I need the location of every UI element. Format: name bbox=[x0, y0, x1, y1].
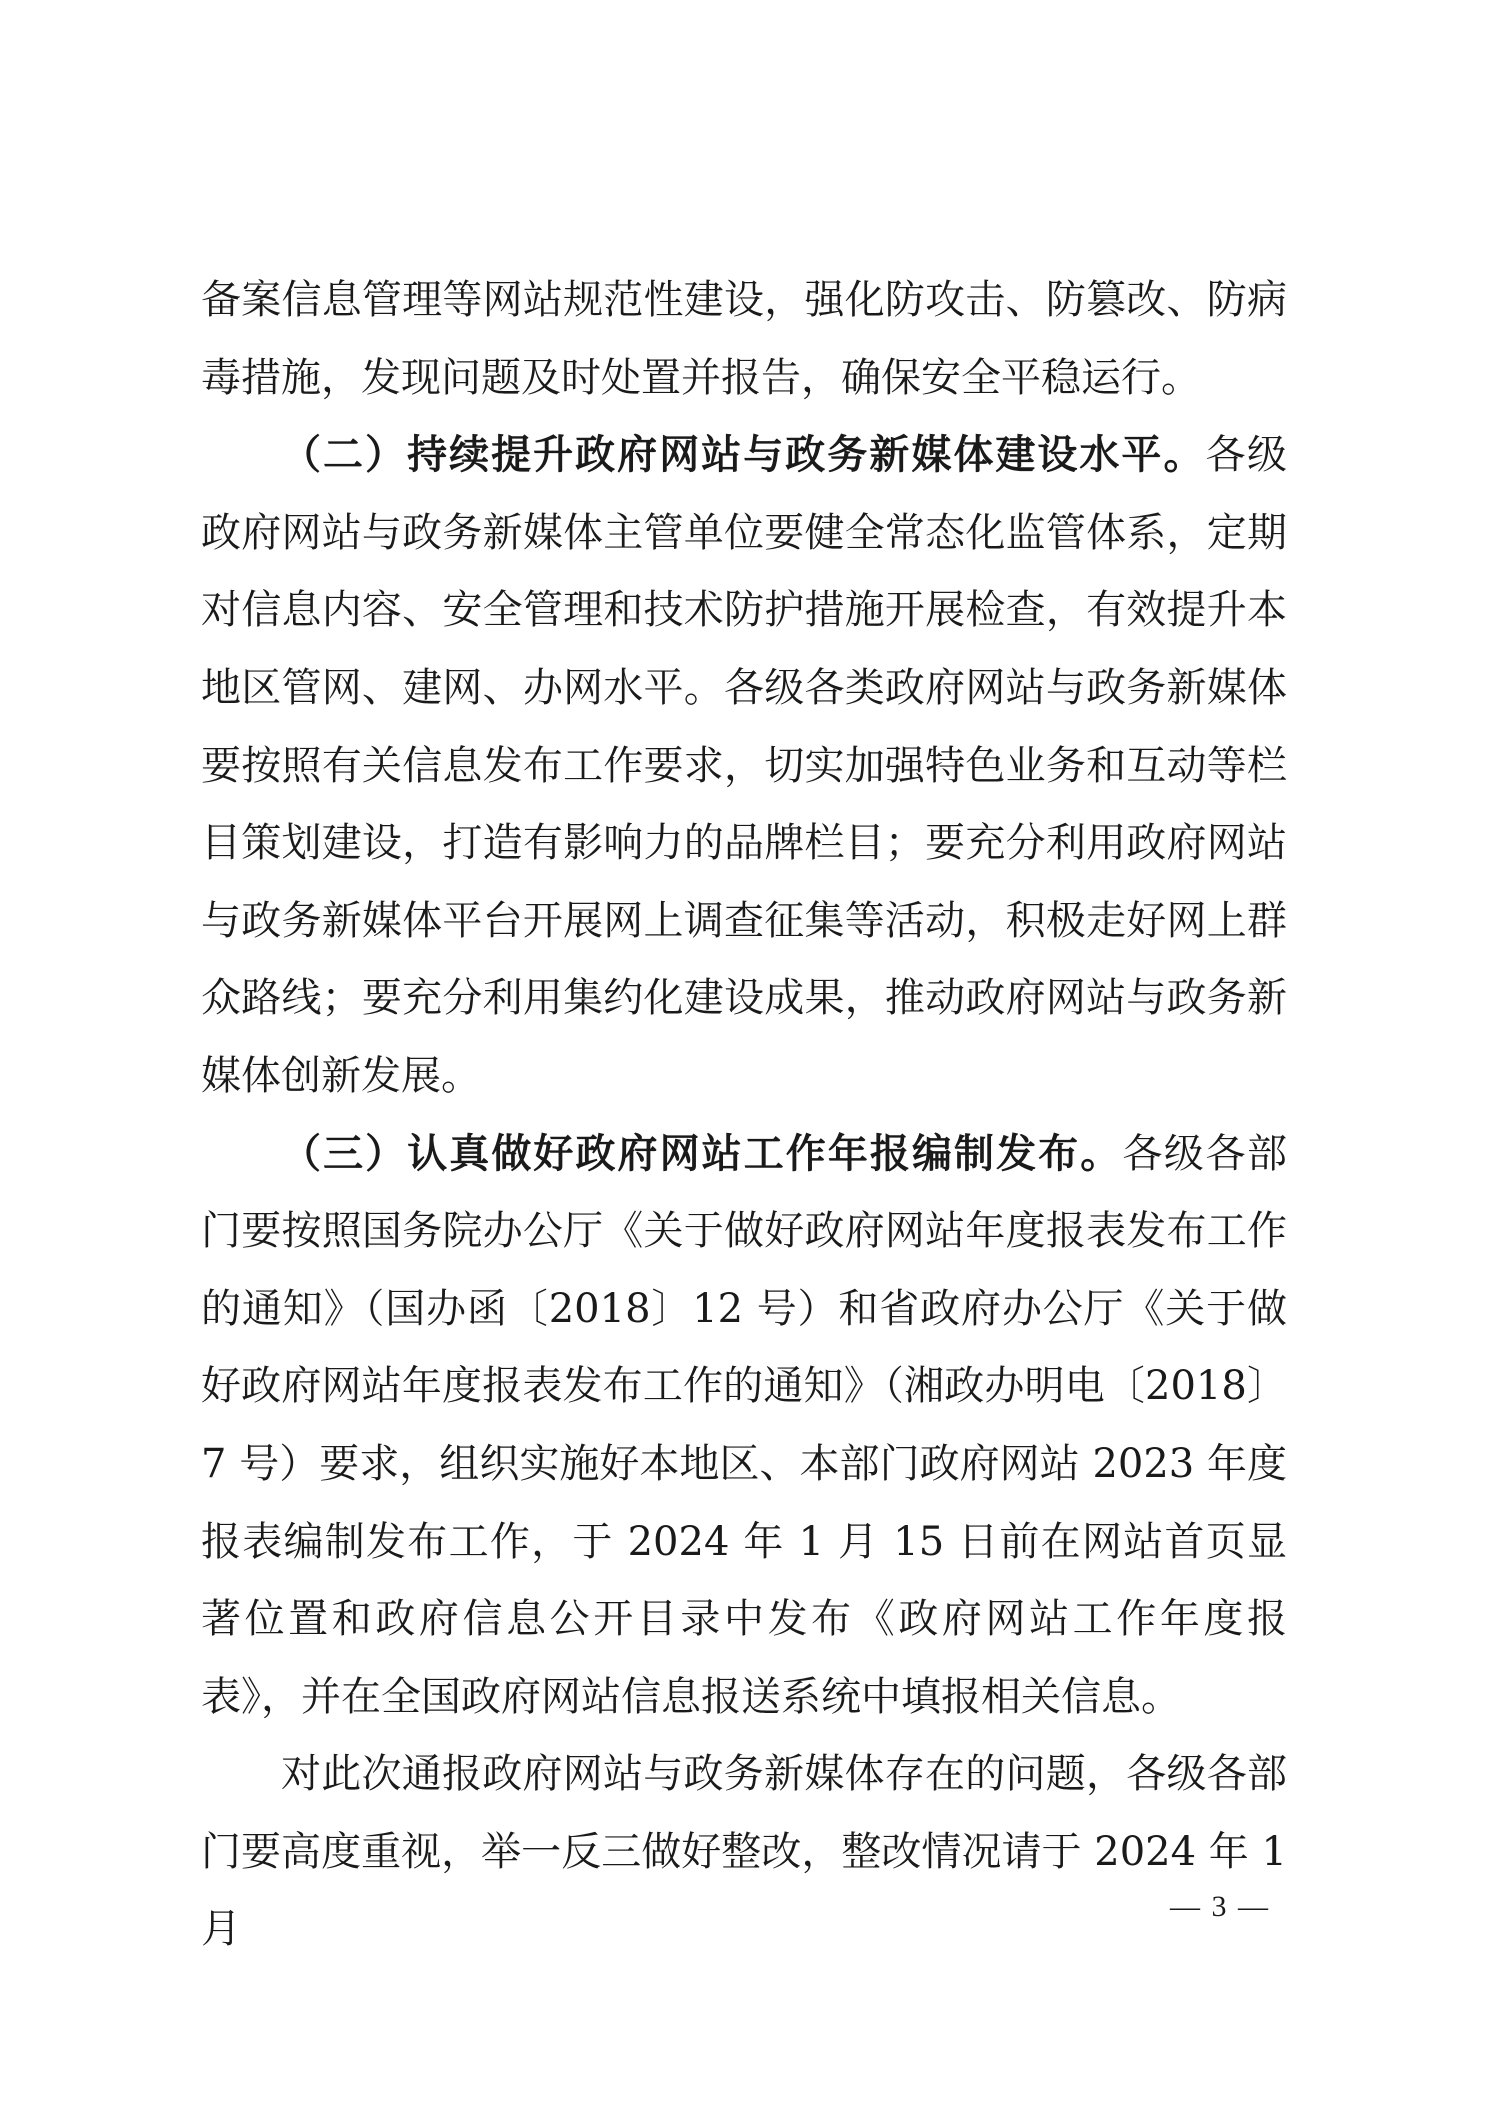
paragraph-text: 对此次通报政府网站与政务新媒体存在的问题，各级各部门要高度重视，举一反三做好整改，整改情况请于 2024 年 1 月 bbox=[201, 1751, 1287, 1953]
section-heading-3: （三）认真做好政府网站工作年报编制发布。 bbox=[281, 1130, 1123, 1177]
paragraph-closing bbox=[201, 1736, 1287, 1969]
paragraph-section-3 bbox=[201, 1116, 1287, 1737]
page-number: — 3 — bbox=[1170, 1890, 1270, 1923]
paragraph-text: 各级各部门要按照国务院办公厅《关于做好政府网站年度报表发布工作的通知》（国办函〔2018〕12 号）和省政府办公厅《关于做好政府网站年度报表发布工作的通知》（湘政办明电〔2018〕7 号）要求，组织实施好本地区、本部门政府网站 2023 年度报表编制发布工作，于 2024 年 1 月 15 日前在网站首页显著位置和政府信息公开目录中发布《政府网站工作年度报表》，并在全国政府网站信息报送系统中填报相关信息。 bbox=[201, 1130, 1288, 1720]
paragraph-section-2 bbox=[201, 417, 1287, 1115]
paragraph-text: 各级政府网站与政务新媒体主管单位要健全常态化监管体系，定期对信息内容、安全管理和技术防护措施开展检查，有效提升本地区管网、建网、办网水平。各级各类政府网站与政务新媒体要按照有关信息发布工作要求，切实加强特色业务和互动等栏目策划建设，打造有影响力的品牌栏目；要充分利用政府网站与政务新媒体平台开展网上调查征集等活动，积极走好网上群众路线；要充分利用集约化建设成果，推动政府网站与政务新媒体创新发展。 bbox=[201, 432, 1288, 1099]
paragraph-continuation bbox=[201, 262, 1287, 417]
document-body bbox=[201, 262, 1287, 1969]
section-heading-2: （二）持续提升政府网站与政务新媒体建设水平。 bbox=[281, 432, 1206, 479]
paragraph-text: 备案信息管理等网站规范性建设，强化防攻击、防篡改、防病毒措施，发现问题及时处置并报告，确保安全平稳运行。 bbox=[201, 277, 1287, 401]
